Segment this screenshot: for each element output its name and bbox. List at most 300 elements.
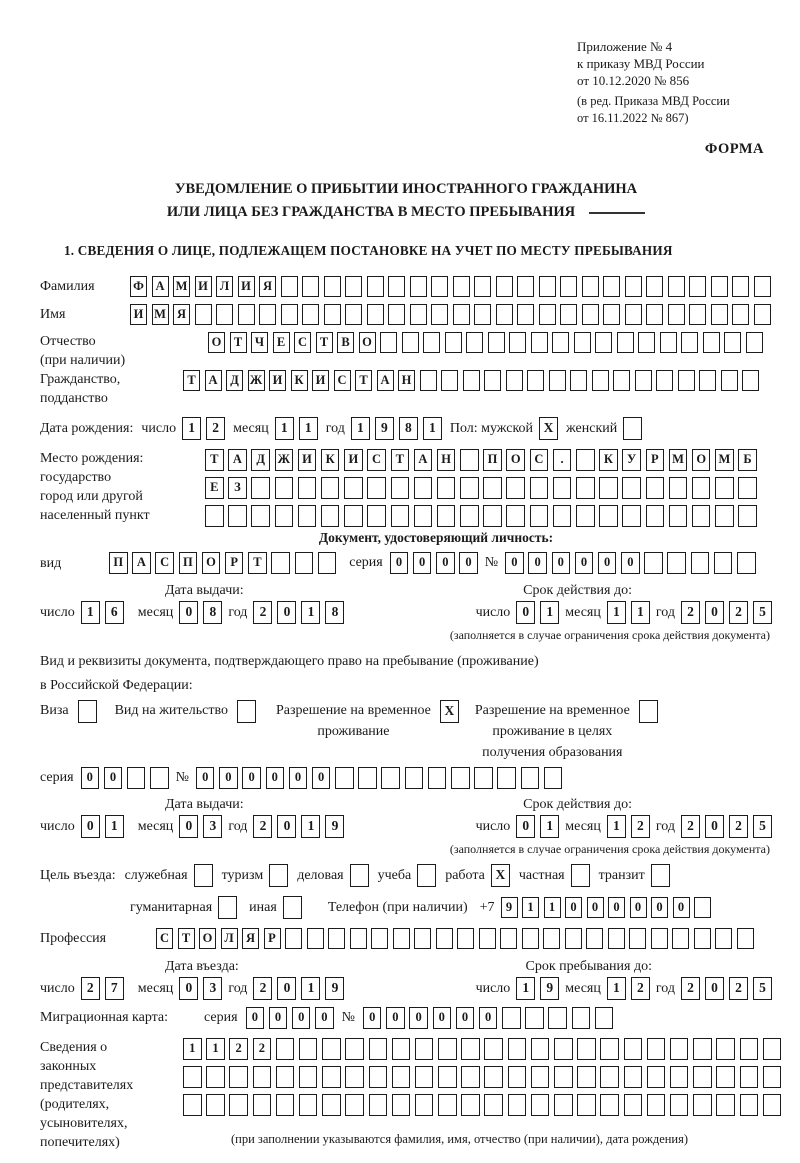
cell: Р: [264, 928, 281, 949]
cell: 1: [607, 815, 626, 838]
cell: [624, 1038, 643, 1060]
work-checkbox: [491, 864, 510, 887]
cell: [531, 1094, 550, 1116]
permit-number-cells: [196, 767, 562, 789]
cell: 0: [390, 552, 409, 574]
cell: [324, 276, 341, 297]
cell: [678, 370, 695, 391]
doc-valid-day-cells: [516, 601, 559, 624]
permit-valid-group: число 0 1 месяц 1 2 год 2 0 2 5: [476, 815, 772, 838]
cell: [183, 1094, 202, 1116]
temp-permit-edu-checkbox: [639, 700, 658, 723]
cell: [692, 477, 711, 499]
cell: [703, 332, 720, 353]
phone-label: Телефон (при наличии): [327, 899, 468, 915]
cell: [229, 1066, 248, 1088]
cell: П: [179, 552, 198, 574]
cell: [544, 767, 563, 789]
cell: [613, 370, 630, 391]
cell: Я: [242, 928, 259, 949]
cell: [670, 1094, 689, 1116]
cell: [600, 1066, 619, 1088]
cell: [582, 276, 599, 297]
cell: [669, 477, 688, 499]
cell: 0: [673, 897, 690, 918]
cell: [298, 505, 317, 527]
patronymic-cells: [208, 332, 763, 353]
cell: [392, 1038, 411, 1060]
cell: 0: [705, 601, 724, 624]
cell: [410, 304, 427, 325]
cell: X: [491, 864, 510, 887]
cell: [345, 1038, 364, 1060]
cell: 0: [436, 552, 455, 574]
cell: 0: [456, 1007, 475, 1029]
cell: Л: [221, 928, 238, 949]
cell: 5: [753, 815, 772, 838]
cell: [560, 304, 577, 325]
cell: [694, 897, 711, 918]
cell: 0: [516, 601, 535, 624]
permit-valid-month-cells: [607, 815, 650, 838]
cell: 8: [325, 601, 344, 624]
entry-date-label: Дата въезда:: [165, 959, 239, 974]
visa-item: Виза: [40, 700, 97, 723]
cell: [216, 304, 233, 325]
birth-month-cells: [275, 417, 318, 440]
cell: 7: [105, 977, 124, 1000]
cell: [754, 276, 771, 297]
cell: [576, 477, 595, 499]
permit-series-cells: [81, 767, 169, 789]
cell: 0: [196, 767, 215, 789]
cell: [417, 864, 436, 887]
representatives-row: [40, 1038, 772, 1152]
cell: [460, 449, 479, 471]
cell: [345, 276, 362, 297]
cell: [350, 864, 369, 887]
cell: [474, 304, 491, 325]
cell: [307, 928, 324, 949]
cell: [271, 552, 290, 574]
cell: [238, 304, 255, 325]
cell: [453, 304, 470, 325]
cell: [206, 1066, 225, 1088]
cell: [622, 505, 641, 527]
cell: [466, 332, 483, 353]
cell: [521, 767, 540, 789]
cell: Т: [391, 449, 410, 471]
cell: [669, 505, 688, 527]
cell: 0: [292, 1007, 311, 1029]
doc-issue-year-cells: [253, 601, 344, 624]
cell: И: [195, 276, 212, 297]
cell: [251, 505, 270, 527]
surname-cells: [130, 276, 771, 297]
cell: 9: [375, 417, 394, 440]
cell: Е: [273, 332, 290, 353]
cell: 1: [301, 815, 320, 838]
cell: [483, 477, 502, 499]
cell: [539, 304, 556, 325]
cell: [259, 304, 276, 325]
cell: [321, 477, 340, 499]
purpose-private: частная: [519, 864, 590, 887]
cell: 2: [229, 1038, 248, 1060]
cell: 0: [565, 897, 582, 918]
cell: [608, 928, 625, 949]
cell: [554, 1038, 573, 1060]
cell: [460, 477, 479, 499]
cell: 2: [729, 977, 748, 1000]
cell: [322, 1066, 341, 1088]
cell: Б: [738, 449, 757, 471]
cell: 1: [516, 977, 535, 1000]
cell: [299, 1038, 318, 1060]
cell: [276, 1094, 295, 1116]
cell: [549, 370, 566, 391]
form-title-line1: УВЕДОМЛЕНИЕ О ПРИБЫТИИ ИНОСТРАННОГО ГРАЖДАНИНА: [174, 181, 638, 197]
birthdate-month: месяц 1 1: [233, 417, 318, 440]
cell: [506, 477, 525, 499]
entry-month-cells: [179, 977, 222, 1000]
cell: 0: [277, 815, 296, 838]
sex-male-checkbox: [539, 417, 558, 440]
doc-kind-cells: [109, 552, 336, 574]
citizenship-row: [40, 370, 772, 408]
cell: [689, 276, 706, 297]
cell: [738, 477, 757, 499]
cell: [229, 1094, 248, 1116]
doc-series-cells: [390, 552, 478, 574]
cell: [392, 1066, 411, 1088]
name-label: Имя: [40, 307, 66, 322]
cell: [714, 552, 733, 574]
purpose-tourism: туризм: [222, 864, 289, 887]
cell: [672, 928, 689, 949]
cell: 0: [528, 552, 547, 574]
cell: [428, 767, 447, 789]
cell: [647, 1038, 666, 1060]
cell: [603, 304, 620, 325]
cell: 0: [386, 1007, 405, 1029]
birthdate-label: Дата рождения:: [40, 420, 134, 436]
cell: [560, 276, 577, 297]
cell: [668, 304, 685, 325]
cell: Ф: [130, 276, 147, 297]
doc-valid-group: число 0 1 месяц 1 1 год 2 0 2 5: [476, 601, 772, 624]
permit-number-sign: №: [175, 770, 189, 785]
cell: [716, 1066, 735, 1088]
cell: 1: [607, 601, 626, 624]
permit-valid-year-cells: [681, 815, 772, 838]
cell: [570, 370, 587, 391]
cell: [497, 767, 516, 789]
birth-day-cells: [182, 417, 225, 440]
cell: Р: [225, 552, 244, 574]
cell: 1: [105, 815, 124, 838]
cell: 0: [705, 977, 724, 1000]
cell: [692, 505, 711, 527]
cell: [699, 370, 716, 391]
cell: О: [202, 552, 221, 574]
cell: [367, 304, 384, 325]
cell: [474, 767, 493, 789]
cell: [484, 1038, 503, 1060]
cell: Р: [646, 449, 665, 471]
sex-female-checkbox: [623, 417, 642, 440]
stay-year-cells: [681, 977, 772, 1000]
cell: [554, 1094, 573, 1116]
cell: А: [152, 276, 169, 297]
patronymic-row: [40, 332, 772, 370]
cell: 1: [540, 601, 559, 624]
cell: 0: [104, 767, 123, 789]
permit-valid-day-cells: [516, 815, 559, 838]
cell: [624, 1066, 643, 1088]
cell: 9: [540, 977, 559, 1000]
sex-male: Пол: мужской X: [450, 417, 558, 440]
cell: 1: [540, 815, 559, 838]
cell: 0: [705, 815, 724, 838]
cell: [624, 1094, 643, 1116]
doc-valid-month-cells: [607, 601, 650, 624]
doc-issue-date-label: Дата выдачи:: [165, 583, 244, 598]
cell: И: [130, 304, 147, 325]
migration-card-label: Миграционная карта:: [40, 1010, 169, 1025]
cell: [509, 332, 526, 353]
cell: 8: [399, 417, 418, 440]
cell: [218, 896, 237, 919]
representatives-cells-row2: [183, 1066, 781, 1088]
cell: 2: [729, 815, 748, 838]
cell: 1: [183, 1038, 202, 1060]
cell: [763, 1094, 782, 1116]
doc-valid-until-label: Срок действия до:: [523, 583, 632, 598]
cell: [275, 477, 294, 499]
cell: [508, 1038, 527, 1060]
cell: [651, 928, 668, 949]
birthplace-row: [40, 449, 772, 527]
permit-issue-group: число 0 1 месяц 0 3 год 2 0 1 9: [40, 815, 344, 838]
cell: [369, 1038, 388, 1060]
cell: [460, 505, 479, 527]
cell: К: [321, 449, 340, 471]
sex-female: женский: [566, 417, 642, 440]
citizenship-cells: [183, 370, 759, 391]
cell: [531, 1066, 550, 1088]
cell: 9: [325, 977, 344, 1000]
cell: [599, 505, 618, 527]
cell: М: [173, 276, 190, 297]
temp-permit-edu-item: Разрешение на временное проживание в целях получения образования: [475, 700, 658, 763]
humanitarian-checkbox: [218, 896, 237, 919]
cell: [646, 477, 665, 499]
cell: [474, 276, 491, 297]
entry-day-cells: [81, 977, 124, 1000]
cell: [127, 767, 146, 789]
cell: [691, 552, 710, 574]
cell: У: [622, 449, 641, 471]
stay-until-label: Срок пребывания до:: [525, 959, 652, 974]
cell: [681, 332, 698, 353]
cell: [285, 928, 302, 949]
purpose-study: учеба: [378, 864, 437, 887]
cell: [322, 1038, 341, 1060]
cell: 2: [253, 977, 272, 1000]
cell: 1: [81, 601, 100, 624]
cell: [623, 417, 642, 440]
cell: Т: [178, 928, 195, 949]
cell: [603, 276, 620, 297]
cell: [746, 332, 763, 353]
cell: [763, 1038, 782, 1060]
cell: 0: [433, 1007, 452, 1029]
migr-series-label: серия: [204, 1010, 238, 1025]
cell: К: [599, 449, 618, 471]
temp-permit-checkbox: [440, 700, 459, 723]
doc-valid-year-cells: [681, 601, 772, 624]
cell: 0: [459, 552, 478, 574]
cell: 2: [631, 977, 650, 1000]
cell: [461, 1038, 480, 1060]
edition-line: от 16.11.2022 № 867): [577, 111, 689, 125]
residence-permit-item: Вид на жительство: [115, 700, 256, 723]
permit-issue-date-label: Дата выдачи:: [165, 797, 244, 812]
doc-restriction-note: (заполняется в случае ограничения срока действия документа): [449, 628, 770, 642]
cell: 2: [81, 977, 100, 1000]
phone-cells: [501, 897, 712, 918]
cell: П: [109, 552, 128, 574]
cell: Т: [183, 370, 200, 391]
cell: [438, 1066, 457, 1088]
cell: [437, 477, 456, 499]
cell: [668, 276, 685, 297]
cell: 1: [182, 417, 201, 440]
birthplace-cells-row1: [205, 449, 757, 471]
cell: [754, 304, 771, 325]
profession-label: Профессия: [40, 931, 107, 946]
cell: [150, 767, 169, 789]
cell: З: [228, 477, 247, 499]
cell: И: [344, 449, 363, 471]
cell: 0: [312, 767, 331, 789]
cell: 0: [630, 897, 647, 918]
visa-checkbox: [78, 700, 97, 723]
cell: Ж: [275, 449, 294, 471]
cell: 9: [501, 897, 518, 918]
cell: 0: [505, 552, 524, 574]
cell: [525, 1007, 544, 1029]
cell: [548, 1007, 567, 1029]
cell: [693, 1066, 712, 1088]
cell: И: [238, 276, 255, 297]
form-title-line2: ИЛИ ЛИЦА БЕЗ ГРАЖДАНСТВА В МЕСТО ПРЕБЫВАНИЯ: [40, 201, 772, 224]
cell: [531, 332, 548, 353]
doc-issue-group: число 1 6 месяц 0 8 год 2 0 1 8: [40, 601, 344, 624]
cell: [527, 370, 544, 391]
cell: Н: [437, 449, 456, 471]
cell: А: [414, 449, 433, 471]
cell: [732, 304, 749, 325]
cell: [595, 1007, 614, 1029]
cell: [572, 1007, 591, 1029]
cell: [350, 928, 367, 949]
birthplace-cells-row2: [205, 477, 757, 499]
cell: М: [669, 449, 688, 471]
cell: [298, 477, 317, 499]
cell: [553, 477, 572, 499]
cell: 0: [242, 767, 261, 789]
cell: [715, 477, 734, 499]
cell: [451, 767, 470, 789]
cell: [740, 1066, 759, 1088]
cell: [461, 1094, 480, 1116]
cell: [345, 304, 362, 325]
cell: 0: [516, 815, 535, 838]
cell: [577, 1038, 596, 1060]
cell: [539, 276, 556, 297]
cell: [693, 1038, 712, 1060]
cell: [576, 505, 595, 527]
cell: С: [155, 552, 174, 574]
cell: [228, 505, 247, 527]
cell: [206, 1094, 225, 1116]
purpose-row: [40, 864, 772, 887]
cell: Т: [205, 449, 224, 471]
private-checkbox: [571, 864, 590, 887]
cell: [565, 928, 582, 949]
cell: [571, 864, 590, 887]
cell: 2: [681, 815, 700, 838]
cell: [367, 505, 386, 527]
cell: 0: [315, 1007, 334, 1029]
entry-dates-block: [40, 958, 772, 1000]
doc-number-sign: №: [484, 555, 499, 570]
cell: О: [208, 332, 225, 353]
cell: 0: [575, 552, 594, 574]
cell: X: [440, 700, 459, 723]
cell: 0: [81, 815, 100, 838]
cell: [763, 1066, 782, 1088]
cell: К: [291, 370, 308, 391]
cell: [269, 864, 288, 887]
cell: 0: [409, 1007, 428, 1029]
cell: 0: [587, 897, 604, 918]
birthplace-grids: [205, 449, 757, 527]
cell: 0: [479, 1007, 498, 1029]
cell: [479, 928, 496, 949]
cell: [506, 370, 523, 391]
forma-label: ФОРМА: [704, 141, 764, 157]
cell: [237, 700, 256, 723]
cell: [647, 1066, 666, 1088]
cell: Т: [230, 332, 247, 353]
cell: [740, 1094, 759, 1116]
cell: [552, 332, 569, 353]
cell: [625, 276, 642, 297]
doc-issue-day-cells: [81, 601, 124, 624]
purpose-business: деловая: [297, 864, 368, 887]
purpose-label: Цель въезда:: [40, 867, 116, 883]
cell: [502, 1007, 521, 1029]
cell: [251, 477, 270, 499]
cell: [646, 505, 665, 527]
cell: [414, 928, 431, 949]
cell: [742, 370, 759, 391]
cell: [195, 304, 212, 325]
cell: Д: [251, 449, 270, 471]
